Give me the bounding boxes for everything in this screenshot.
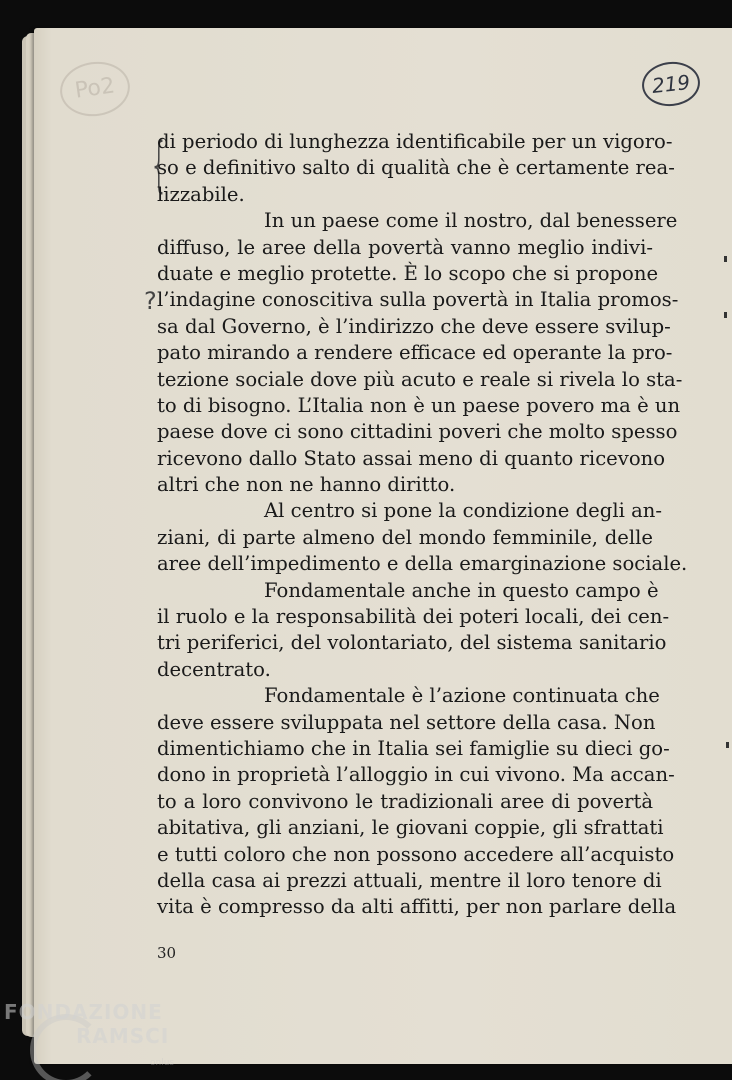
text-line: della casa ai prezzi attuali, mentre il loro tenore di: [157, 868, 662, 892]
text-line: to di bisogno. L’Italia non è un paese povero ma è un: [157, 393, 681, 417]
margin-question-mark: ?: [144, 287, 157, 315]
text-line: il ruolo e la responsabilità dei poteri locali, dei cen-: [157, 605, 670, 629]
text-line: ziani, di parte almeno del mondo femminile, delle: [157, 525, 653, 549]
edge-tick-mark: [724, 312, 727, 318]
faint-archive-stamp: Po2: [57, 57, 134, 120]
watermark-line-2: RAMSCI: [76, 1024, 170, 1048]
text-line: tezione sociale dove più acuto e reale si rivela lo sta-: [157, 367, 683, 391]
text-line: lizzabile.: [157, 182, 245, 206]
body-text: [157, 129, 688, 921]
watermark-subtitle: onlus: [150, 1058, 175, 1068]
text-line: Fondamentale è l’azione continuata che: [264, 684, 660, 708]
text-line: sa dal Governo, è l’indirizzo che deve essere svilup-: [157, 314, 671, 338]
text-line: dimentichiamo che in Italia sei famiglie su dieci go-: [157, 736, 670, 760]
text-line: di periodo di lunghezza identificabile per un vigoro-: [157, 130, 673, 153]
text-line: deve essere sviluppata nel settore della casa. Non: [157, 710, 656, 734]
text-line: Al centro si pone la condizione degli an-: [264, 499, 662, 523]
text-line: duate e meglio protette. È lo scopo che si propone: [157, 261, 659, 285]
text-line: Fondamentale anche in questo campo è: [264, 578, 659, 602]
text-line: dono in proprietà l’alloggio in cui vivono. Ma accan-: [157, 763, 675, 787]
text-line: vita è compresso da alti affitti, per non parlare della: [157, 895, 677, 919]
text-line: ricevono dallo Stato assai meno di quanto ricevono: [157, 446, 666, 470]
text-line: e tutti coloro che non possono accedere all’acquisto: [157, 842, 675, 866]
edge-tick-mark: [726, 742, 729, 748]
text-line: decentrato.: [157, 657, 271, 681]
page-number: 30: [157, 944, 177, 962]
text-line: diffuso, le aree della povertà vanno meglio indivi-: [157, 235, 653, 259]
text-line: to a loro convivono le tradizionali aree di povertà: [157, 789, 653, 813]
text-line: pato mirando a rendere efficace ed operante la pro-: [157, 341, 673, 365]
text-line: l’indagine conoscitiva sulla povertà in Italia promos-: [157, 288, 679, 312]
text-line: abitativa, gli anziani, le giovani coppie, gli sfrattati: [157, 816, 664, 840]
margin-bracket-mark: {: [149, 130, 169, 200]
text-line: altri che non ne hanno diritto.: [157, 473, 456, 497]
archive-number-stamp: 219: [640, 59, 702, 109]
watermark-line-1: FONDAZIONE: [4, 1000, 163, 1024]
text-line: paese dove ci sono cittadini poveri che molto spesso: [157, 420, 678, 444]
watermark-logo: [4, 1000, 194, 1048]
text-line: aree dell’impedimento e della emarginazione sociale.: [157, 552, 688, 576]
text-line: In un paese come il nostro, dal benessere: [264, 209, 678, 233]
text-line: so e definitivo salto di qualità che è certamente rea-: [157, 156, 675, 180]
text-line: tri periferici, del volontariato, del sistema sanitario: [157, 631, 667, 655]
edge-tick-mark: [724, 256, 727, 262]
